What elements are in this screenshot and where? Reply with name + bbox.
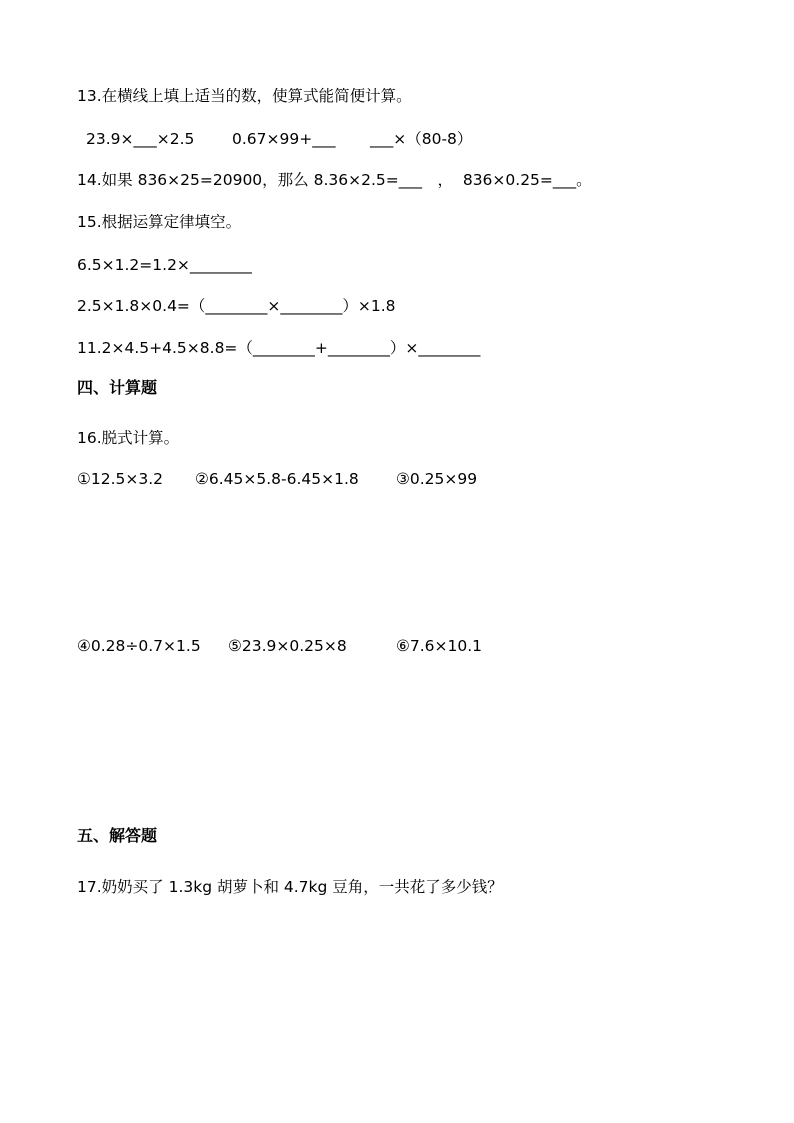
question-16-item-2: ②6.45×5.8-6.45×1.8: [195, 470, 359, 488]
question-15-line-1: 6.5×1.2=1.2×________: [77, 256, 252, 274]
question-13-item-1: 23.9×___×2.5: [86, 130, 195, 148]
question-13-prompt: 13.在横线上填上适当的数，使算式能简便计算。: [77, 87, 412, 105]
question-16-item-6: ⑥7.6×10.1: [396, 637, 483, 655]
question-17-prompt: 17.奶奶买了 1.3kg 胡萝卜和 4.7kg 豆角，一共花了多少钱？: [77, 878, 503, 896]
section-4-title: 四、计算题: [77, 378, 158, 397]
question-16-item-5: ⑤23.9×0.25×8: [228, 637, 347, 655]
question-13-item-2: 0.67×99+___: [232, 130, 336, 148]
question-16-item-3: ③0.25×99: [396, 470, 478, 488]
question-14-prompt: 14.如果 836×25=20900，那么 8.36×2.5=___ ， 836×0.25=___。: [77, 171, 592, 189]
question-15-prompt: 15.根据运算定律填空。: [77, 213, 242, 231]
question-16-prompt: 16.脱式计算。: [77, 429, 180, 447]
question-16-item-1: ①12.5×3.2: [77, 470, 164, 488]
question-13-item-3: ___×（80-8）: [370, 130, 473, 148]
question-15-line-2: 2.5×1.8×0.4=（________×________）×1.8: [77, 297, 396, 315]
question-16-item-4: ④0.28÷0.7×1.5: [77, 637, 201, 655]
section-5-title: 五、解答题: [77, 826, 158, 845]
question-15-line-3: 11.2×4.5+4.5×8.8=（________+________）×________: [77, 339, 481, 357]
